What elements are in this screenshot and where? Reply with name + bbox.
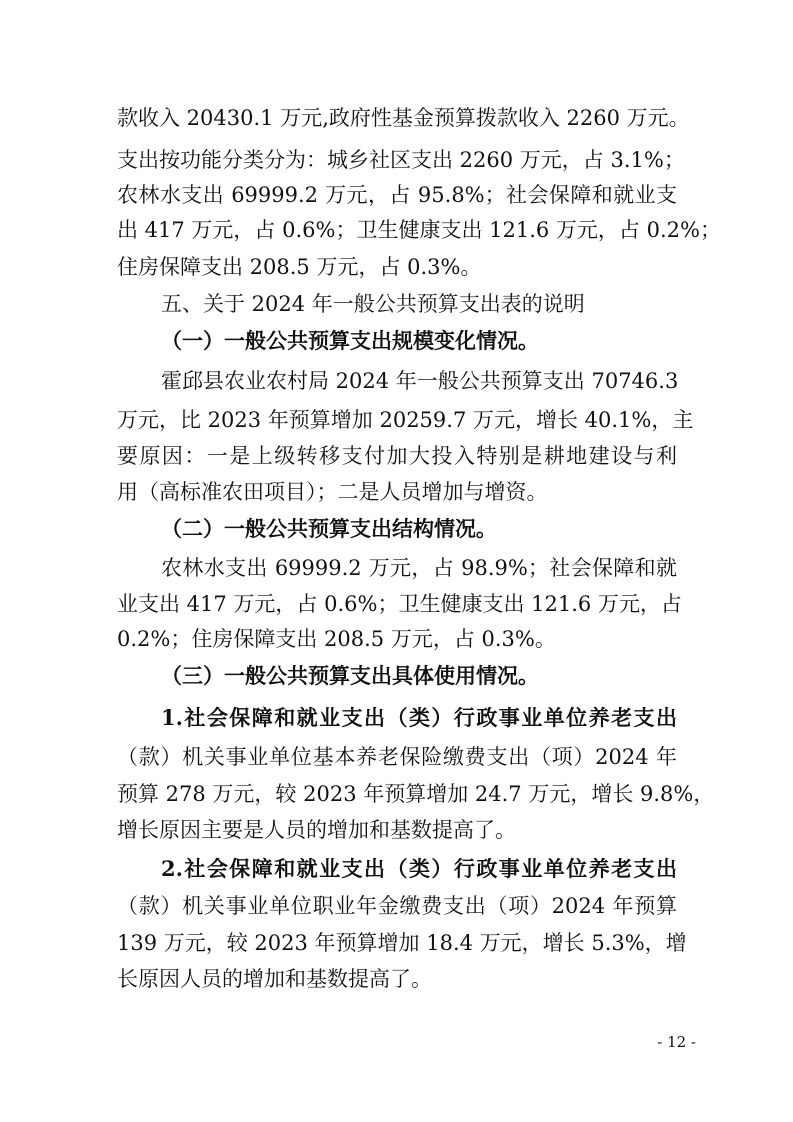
paragraph-line: 要原因：一是上级转移支付加大投入特别是耕地建设与利 bbox=[117, 444, 677, 468]
subsection-heading: （二）一般公共预算支出结构情况。 bbox=[161, 516, 497, 541]
paragraph-line: 款收入 20430.1 万元,政府性基金预算拨款收入 2260 万元。 bbox=[117, 106, 690, 130]
paragraph-line: 霍邱县农业农村局 2024 年一般公共预算支出 70746.3 bbox=[161, 369, 679, 393]
paragraph-line: 支出按功能分类分为：城乡社区支出 2260 万元，占 3.1%； bbox=[117, 148, 685, 172]
paragraph-line: 2.社会保障和就业支出（类）行政事业单位养老支出 bbox=[161, 856, 677, 881]
subsection-heading: （三）一般公共预算支出具体使用情况。 bbox=[161, 663, 539, 688]
page-number: - 12 - bbox=[657, 1033, 696, 1051]
paragraph-line: （款）机关事业单位职业年金缴费支出（项）2024 年预算 bbox=[117, 894, 677, 918]
paragraph-line: 预算 278 万元，较 2023 年预算增加 24.7 万元，增长 9.8%， bbox=[117, 782, 715, 806]
paragraph-line: 农林水支出 69999.2 万元，占 95.8%；社会保障和就业支 bbox=[117, 183, 677, 207]
paragraph-line: 农林水支出 69999.2 万元，占 98.9%；社会保障和就 bbox=[161, 556, 677, 580]
paragraph-line: 用（高标准农田项目）；二是人员增加与增资。 bbox=[117, 480, 548, 504]
paragraph-line: 139 万元，较 2023 年预算增加 18.4 万元，增长 5.3%，增 bbox=[117, 931, 687, 955]
paragraph-line: 长原因人员的增加和基数提高了。 bbox=[117, 967, 432, 991]
paragraph-line: 出 417 万元，占 0.6%；卫生健康支出 121.6 万元，占 0.2%； bbox=[117, 218, 721, 242]
paragraph-line: 住房保障支出 208.5 万元，占 0.3%。 bbox=[117, 255, 482, 279]
paragraph-line: 万元，比 2023 年预算增加 20259.7 万元，增长 40.1%，主 bbox=[117, 408, 694, 432]
paragraph-line: 业支出 417 万元，占 0.6%；卫生健康支出 121.6 万元，占 bbox=[117, 592, 682, 616]
paragraph-line: （款）机关事业单位基本养老保险缴费支出（项）2024 年 bbox=[117, 745, 677, 769]
paragraph-line: 1.社会保障和就业支出（类）行政事业单位养老支出 bbox=[161, 705, 677, 730]
section-heading: 五、关于 2024 年一般公共预算支出表的说明 bbox=[161, 292, 585, 316]
subsection-heading: （一）一般公共预算支出规模变化情况。 bbox=[161, 328, 539, 353]
paragraph-line: 0.2%；住房保障支出 208.5 万元，占 0.3%。 bbox=[117, 627, 556, 651]
paragraph-line: 增长原因主要是人员的增加和基数提高了。 bbox=[117, 818, 516, 842]
